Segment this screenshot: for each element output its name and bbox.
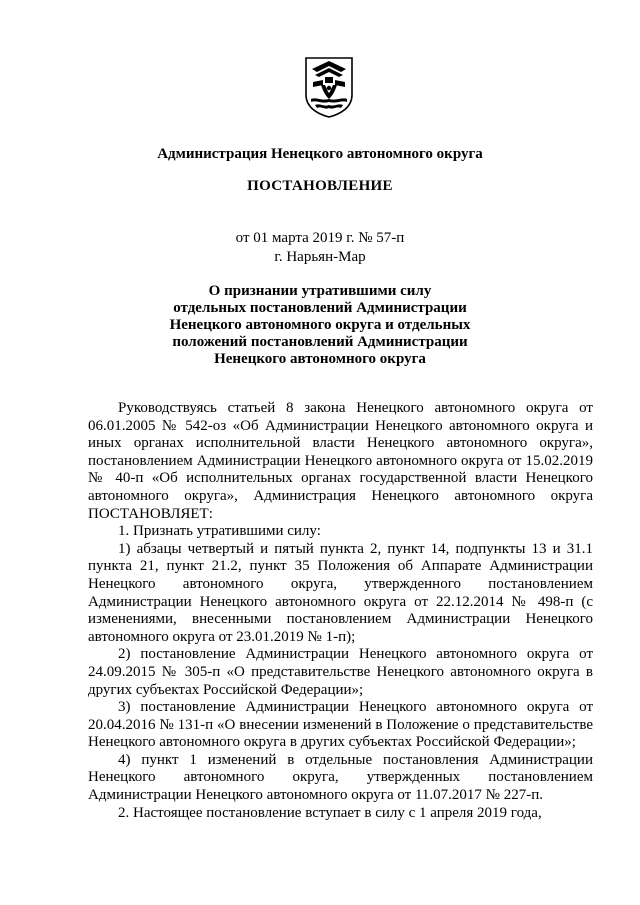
document-date-number: от 01 марта 2019 г. № 57-п <box>235 230 405 246</box>
document-type: ПОСТАНОВЛЕНИЕ <box>247 178 393 194</box>
title-line: Ненецкого автономного округа и отдельных <box>169 317 471 333</box>
clause-paragraph: 2) постановление Администрации Ненецкого автономного округа от 24.09.2015 № 305-п «О представительстве Ненецкого автономного округа в других субъектах Российской Федерации»; <box>88 646 593 698</box>
title-line: отдельных постановлений Администрации <box>173 300 467 316</box>
title-line: О признании утратившими силу <box>208 283 432 299</box>
clause-paragraph: 3) постановление Администрации Ненецкого автономного округа от 20.04.2016 № 131-п «О внесении изменений в Положение о представительстве Ненецкого автономного округа в других субъектах Российской Федерации»; <box>88 699 593 751</box>
clause-paragraph: 1. Признать утратившими силу: <box>118 523 321 540</box>
clause-paragraph: 1) абзацы четвертый и пятый пункта 2, пункт 14, подпункты 13 и 31.1 пункта 21, пункт 21.2, пункт 35 Положения об Аппарате Администрации Ненецкого автономного округа, утвержденного постановлением Администрации Ненецкого автономного округа от 22.12.2014 № 498-п (с изменениями, внесенными постановлением Администрации Ненецкого автономного округа от 23.01.2019 № 1-п); <box>88 540 593 645</box>
preamble-paragraph: Руководствуясь статьей 8 закона Ненецкого автономного округа от 06.01.2005 № 542-оз «Об Администрации Ненецкого автономного округа и иных органах исполнительной власти Ненецкого автономного округа», постановлением Администрации Ненецкого автономного округа от 15.02.2019 № 40-п «Об исполнительных органах государственной власти Ненецкого автономного округа», Администрация Ненецкого автономного округа ПОСТАНОВЛЯЕТ: <box>88 400 593 522</box>
clause-paragraph: 2. Настоящее постановление вступает в силу с 1 апреля 2019 года, <box>118 804 542 821</box>
title-line: Ненецкого автономного округа <box>214 351 426 367</box>
document-title <box>0 283 640 368</box>
document-city: г. Нарьян-Мар <box>274 249 366 265</box>
organization-name: Администрация Ненецкого автономного округа <box>157 146 483 162</box>
document-body <box>88 400 593 822</box>
title-line: положений постановлений Администрации <box>172 334 468 350</box>
coat-of-arms-emblem <box>303 55 355 119</box>
clause-paragraph: 4) пункт 1 изменений в отдельные постановления Администрации Ненецкого автономного округа, утвержденных постановлением Администрации Ненецкого автономного округа от 11.07.2017 № 227-п. <box>88 751 593 804</box>
